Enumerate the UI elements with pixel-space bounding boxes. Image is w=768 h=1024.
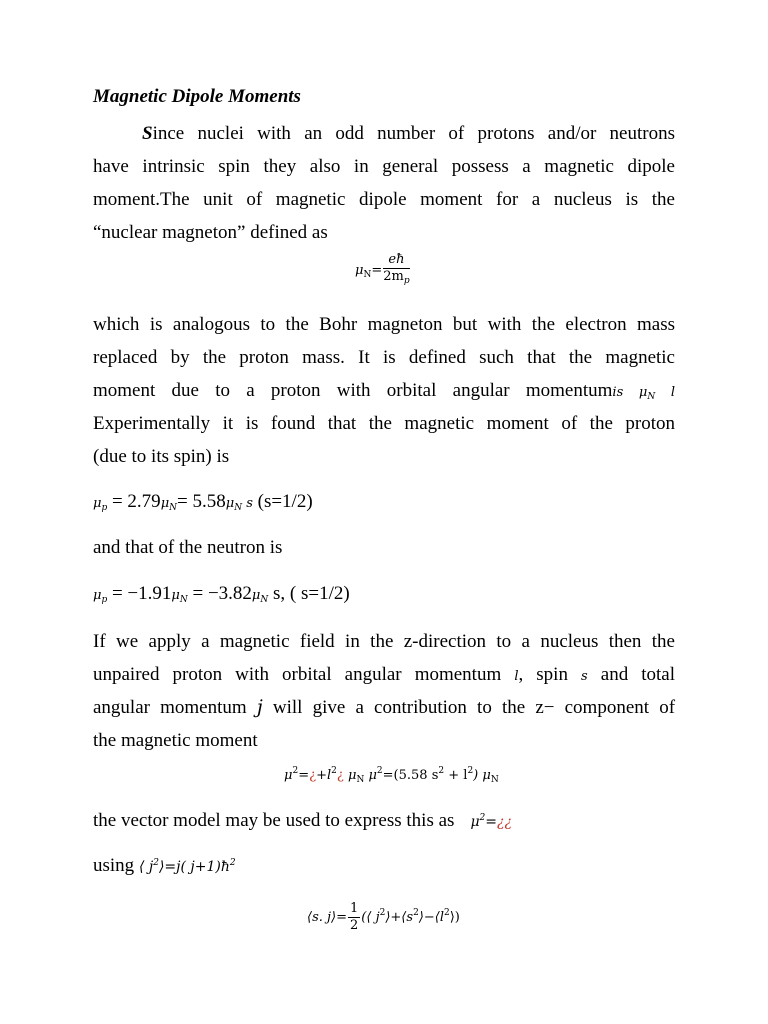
section-title: Magnetic Dipole Moments bbox=[93, 86, 301, 107]
equation-neutron-moment: $\mu_p = -1.91\mu_N = -3.82\mu_N$ s, ( s=1/2) bbox=[93, 583, 350, 605]
dropcap: S bbox=[142, 123, 153, 144]
paragraph-bohr: which is analogous to the Bohr magneton but with the electron mass replaced by the proton mass. It is defined such that the magnetic moment due to a proton with orbital angular momentumis $\mu_N$ l Experimentally it is found that the magnetic moment of the proton (due to its spin) is bbox=[93, 314, 675, 467]
inline-math: is $\mu_N$ l bbox=[612, 385, 675, 402]
paragraph-zfield: If we apply a magnetic field in the z-direction to a nucleus then the unpaired proton with orbital angular momentum l, spin s and total angular momentum j will give a contribution to the z− component of the magnetic moment bbox=[93, 631, 676, 751]
paragraph-vector-model: the vector model may be used to express this as $\mu^2=¿¿$ bbox=[93, 810, 513, 831]
equation-z-component: $\mu^2=¿+l^2¿$ $\mu_N$ $\mu^2=(5.58$ $s^2 + l^2$) $\mu_N$ bbox=[284, 766, 499, 785]
paragraph-intro: Since nuclei with an odd number of protons and/or neutrons have intrinsic spin they also in general possess a magnetic dipole moment.The unit of magnetic dipole moment for a nucleus is the “nuclear magneton” defined as bbox=[93, 123, 675, 243]
equation-spin-dot: ⟨s. j⟩= $\frac{1}{2}$ (⟨ $j^2⟩+⟨s^2⟩-⟨l^2⟩$) bbox=[307, 901, 460, 933]
equation-proton-moment: $\mu_p = 2.79\mu_N= 5.58\mu_N$ s (s=1/2) bbox=[93, 491, 313, 513]
paragraph-neutron: and that of the neutron is bbox=[93, 537, 283, 558]
paragraph-using: using ⟨ $j^2⟩=j$( $j+1)ħ^2$ bbox=[93, 855, 236, 876]
equation-nuclear-magneton: $\mu_N=$ $\frac{eħ}{2m_p}$ bbox=[355, 252, 410, 286]
